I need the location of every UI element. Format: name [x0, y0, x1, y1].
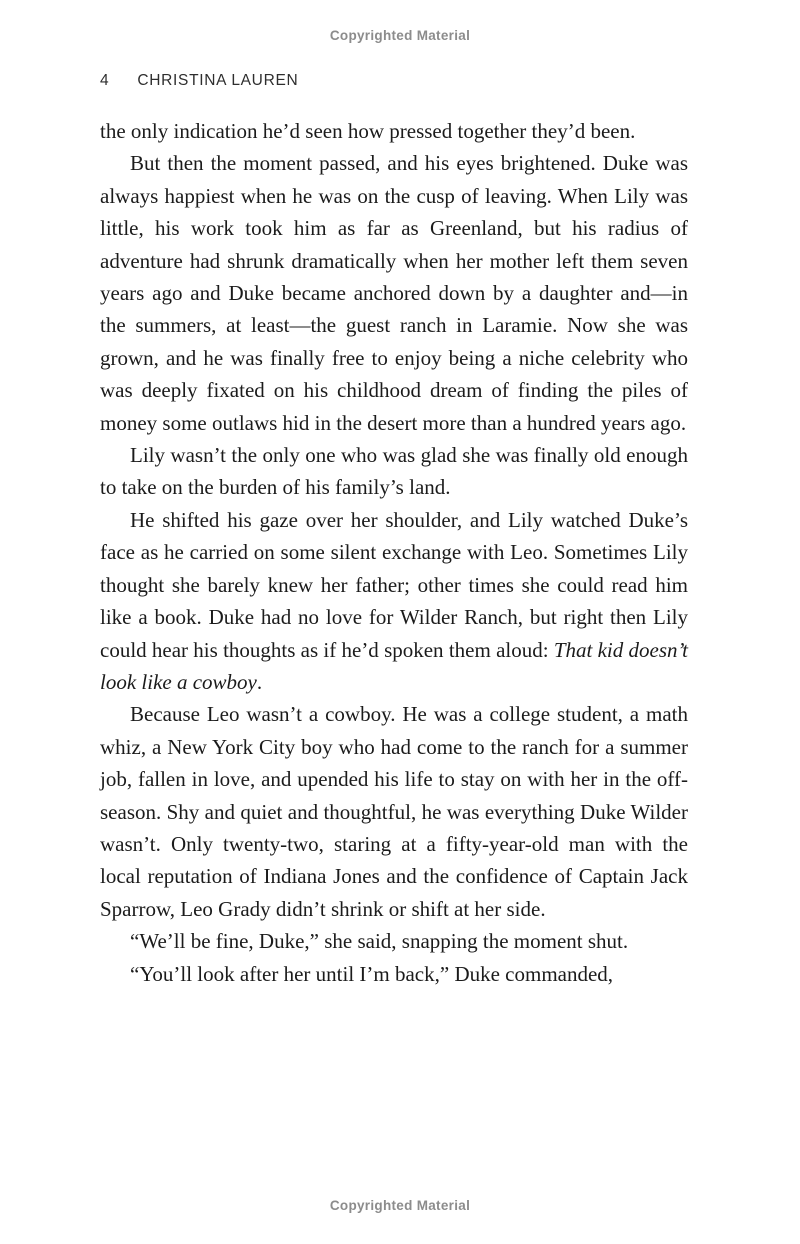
- paragraph: [100, 504, 688, 698]
- text-run: Because Leo wasn’t a cowboy. He was a college student, a math whiz, a New York City boy who had come to the ranch for a summer job, fallen in love, and upended his life to stay on with her in the off-season. Shy and quiet and thoughtful, he was everything Duke Wilder wasn’t. Only twenty-two, staring at a fifty-year-old man with the local reputation of Indiana Jones and the confidence of Captain Jack Sparrow, Leo Grady didn’t shrink or shift at her side.: [100, 702, 688, 921]
- paragraph: [100, 925, 688, 957]
- text-run: He shifted his gaze over her shoulder, and Lily watched Duke’s face as he carried on some silent exchange with Leo. Sometimes Lily thought she barely knew her father; other times she could read him like a book. Duke had no love for Wilder Ranch, but right then Lily could hear his thoughts as if he’d spoken them aloud:: [100, 507, 688, 662]
- page-number: 4: [100, 72, 110, 89]
- paragraph: [100, 147, 688, 439]
- paragraph: [100, 115, 688, 147]
- copyright-notice-bottom: Copyrighted Material: [329, 1198, 471, 1213]
- italic-text-run: That kid doesn’t look like a cowboy: [100, 637, 688, 694]
- copyright-notice-top: Copyrighted Material: [329, 28, 471, 43]
- text-run: “We’ll be fine, Duke,” she said, snapping the moment shut.: [130, 929, 629, 954]
- text-run: But then the moment passed, and his eyes brightened. Duke was always happiest when he was on the cusp of leaving. When Lily was little, his work took him as far as Greenland, but his radius of adventure had shrunk dramatically when her mother left them seven years ago and Duke became anchored down by a daughter and—in the summers, at least—the guest ranch in Laramie. Now she was grown, and he was finally free to enjoy being a niche celebrity who was deeply fixated on his childhood dream of finding the piles of money some outlaws hid in the desert more than a hundred years ago.: [100, 151, 688, 435]
- running-header: [100, 72, 298, 90]
- running-title: CHRISTINA LAUREN: [137, 72, 299, 89]
- text-run: the only indication he’d seen how pressed together they’d been.: [100, 119, 636, 143]
- text-run: “You’ll look after her until I’m back,” Duke commanded,: [130, 961, 614, 986]
- text-run: Lily wasn’t the only one who was glad she was finally old enough to take on the burden of his family’s land.: [100, 443, 688, 500]
- text-run: .: [256, 669, 263, 694]
- body-text: [100, 115, 688, 990]
- paragraph: [100, 439, 688, 504]
- paragraph: [100, 698, 688, 925]
- paragraph: [100, 958, 688, 990]
